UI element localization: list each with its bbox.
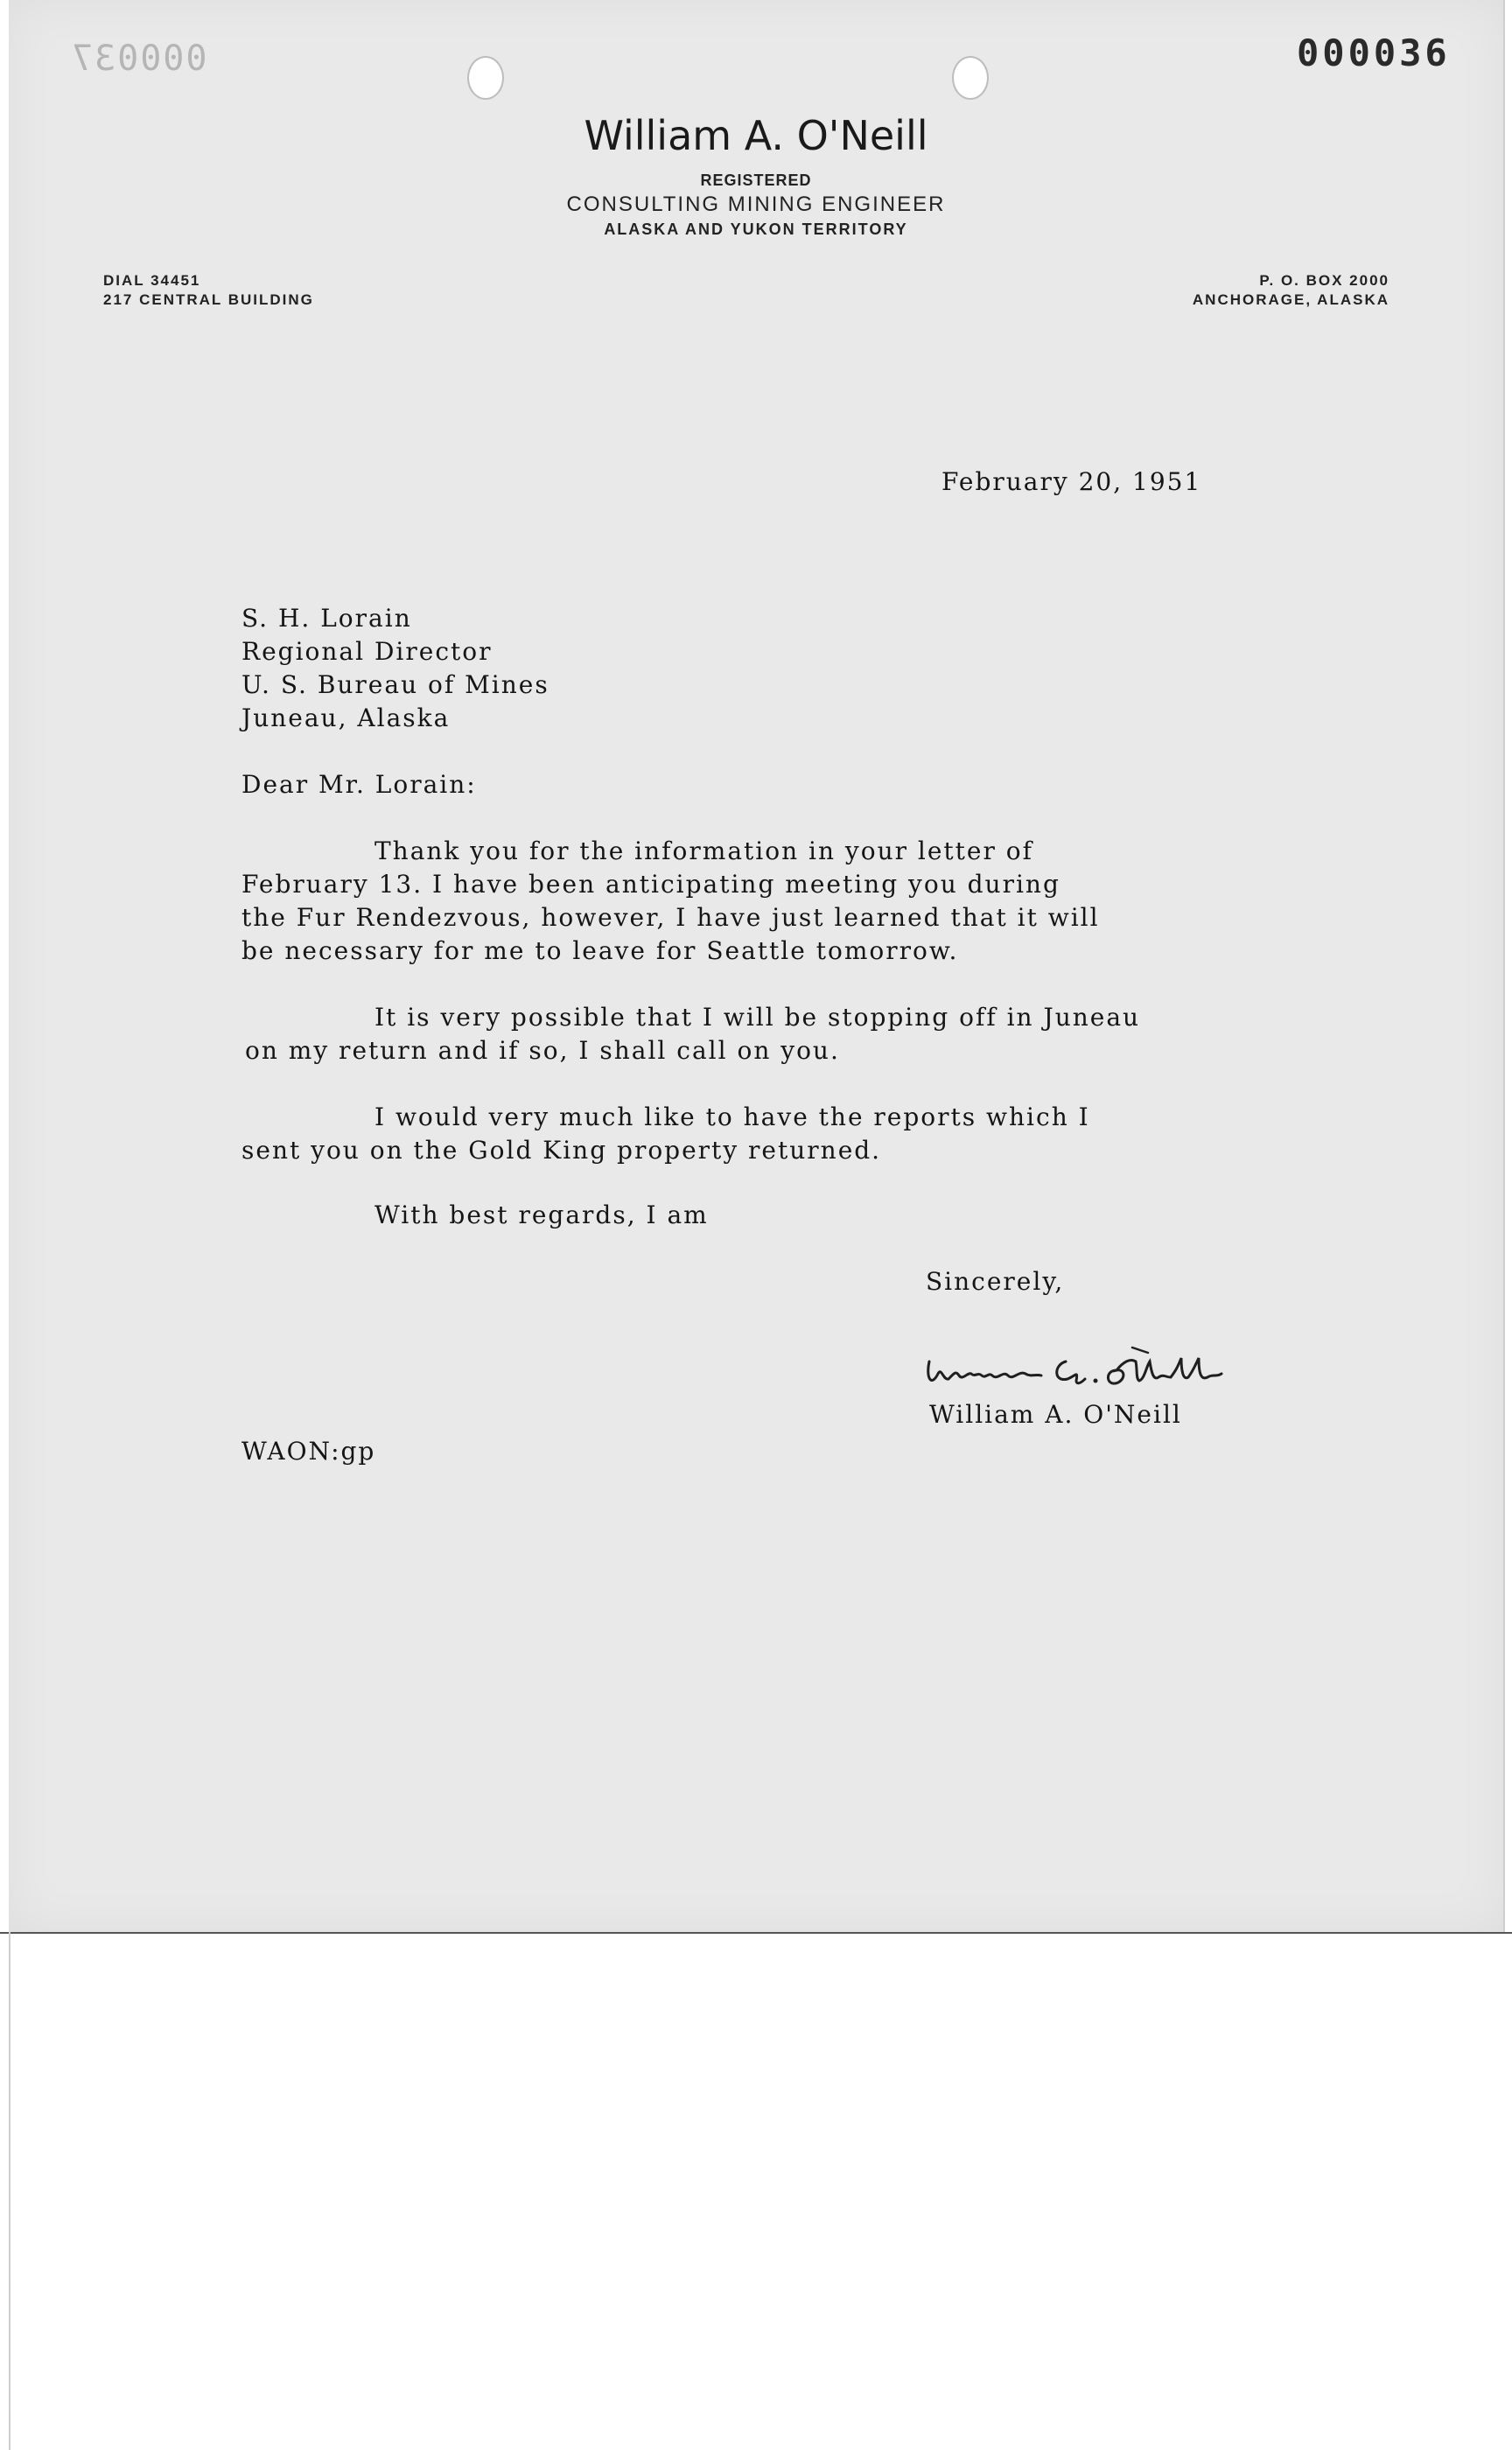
reference-initials: WAON:gp: [242, 1437, 376, 1466]
letterhead-name: William A. O'Neill: [584, 112, 928, 159]
punch-hole-left: [467, 56, 504, 100]
letterhead-po-box: P. O. BOX 2000: [1259, 272, 1390, 289]
paragraph-line: sent you on the Gold King property returned.: [242, 1136, 882, 1165]
letterhead-title: CONSULTING MINING ENGINEER: [566, 192, 946, 216]
paragraph-line: I would very much like to have the reports which I: [374, 1102, 1090, 1131]
body-paragraph-3: [242, 1101, 1090, 1167]
paragraph-line: February 13. I have been anticipating meeting you during: [242, 870, 1060, 899]
letterhead-city: ANCHORAGE, ALASKA: [1192, 291, 1390, 308]
recipient-line: Juneau, Alaska: [242, 704, 451, 732]
body-paragraph-2: [245, 1001, 1140, 1068]
letter-date: February 20, 1951: [942, 467, 1202, 496]
paragraph-line: on my return and if so, I shall call on you.: [245, 1036, 840, 1065]
letterhead-left-block: [103, 271, 314, 310]
letter-sheet: [9, 0, 1505, 1932]
file-number-stamp: 000036: [1297, 32, 1451, 74]
typed-signer-name: William A. O'Neill: [929, 1400, 1182, 1429]
paragraph-line: It is very possible that I will be stopping off in Juneau: [374, 1003, 1141, 1032]
complimentary-close: Sincerely,: [926, 1267, 1065, 1296]
recipient-line: U. S. Bureau of Mines: [242, 670, 550, 699]
handwritten-signature: [922, 1335, 1264, 1396]
salutation: Dear Mr. Lorain:: [242, 770, 477, 799]
scan-left-edge: [9, 1932, 10, 2450]
scan-bottom-edge: [0, 1932, 1512, 1934]
letterhead-territory: ALASKA AND YUKON TERRITORY: [604, 220, 908, 238]
paragraph-line: be necessary for me to leave for Seattle tomorrow.: [242, 936, 959, 965]
paragraph-line: Thank you for the information in your letter of: [374, 836, 1033, 865]
letterhead-registered: REGISTERED: [700, 172, 812, 189]
body-paragraph-1: [242, 835, 1100, 968]
punch-hole-right: [952, 56, 989, 100]
recipient-line: Regional Director: [242, 637, 493, 666]
letterhead-office: 217 CENTRAL BUILDING: [103, 291, 314, 308]
paragraph-line: the Fur Rendezvous, however, I have just learned that it will: [242, 903, 1100, 932]
ghost-file-number: 000037: [70, 38, 207, 79]
closing-line: With best regards, I am: [374, 1200, 709, 1229]
recipient-line: S. H. Lorain: [242, 604, 412, 633]
letterhead-right-block: [1193, 271, 1390, 310]
letterhead-phone: DIAL 34451: [103, 272, 201, 289]
